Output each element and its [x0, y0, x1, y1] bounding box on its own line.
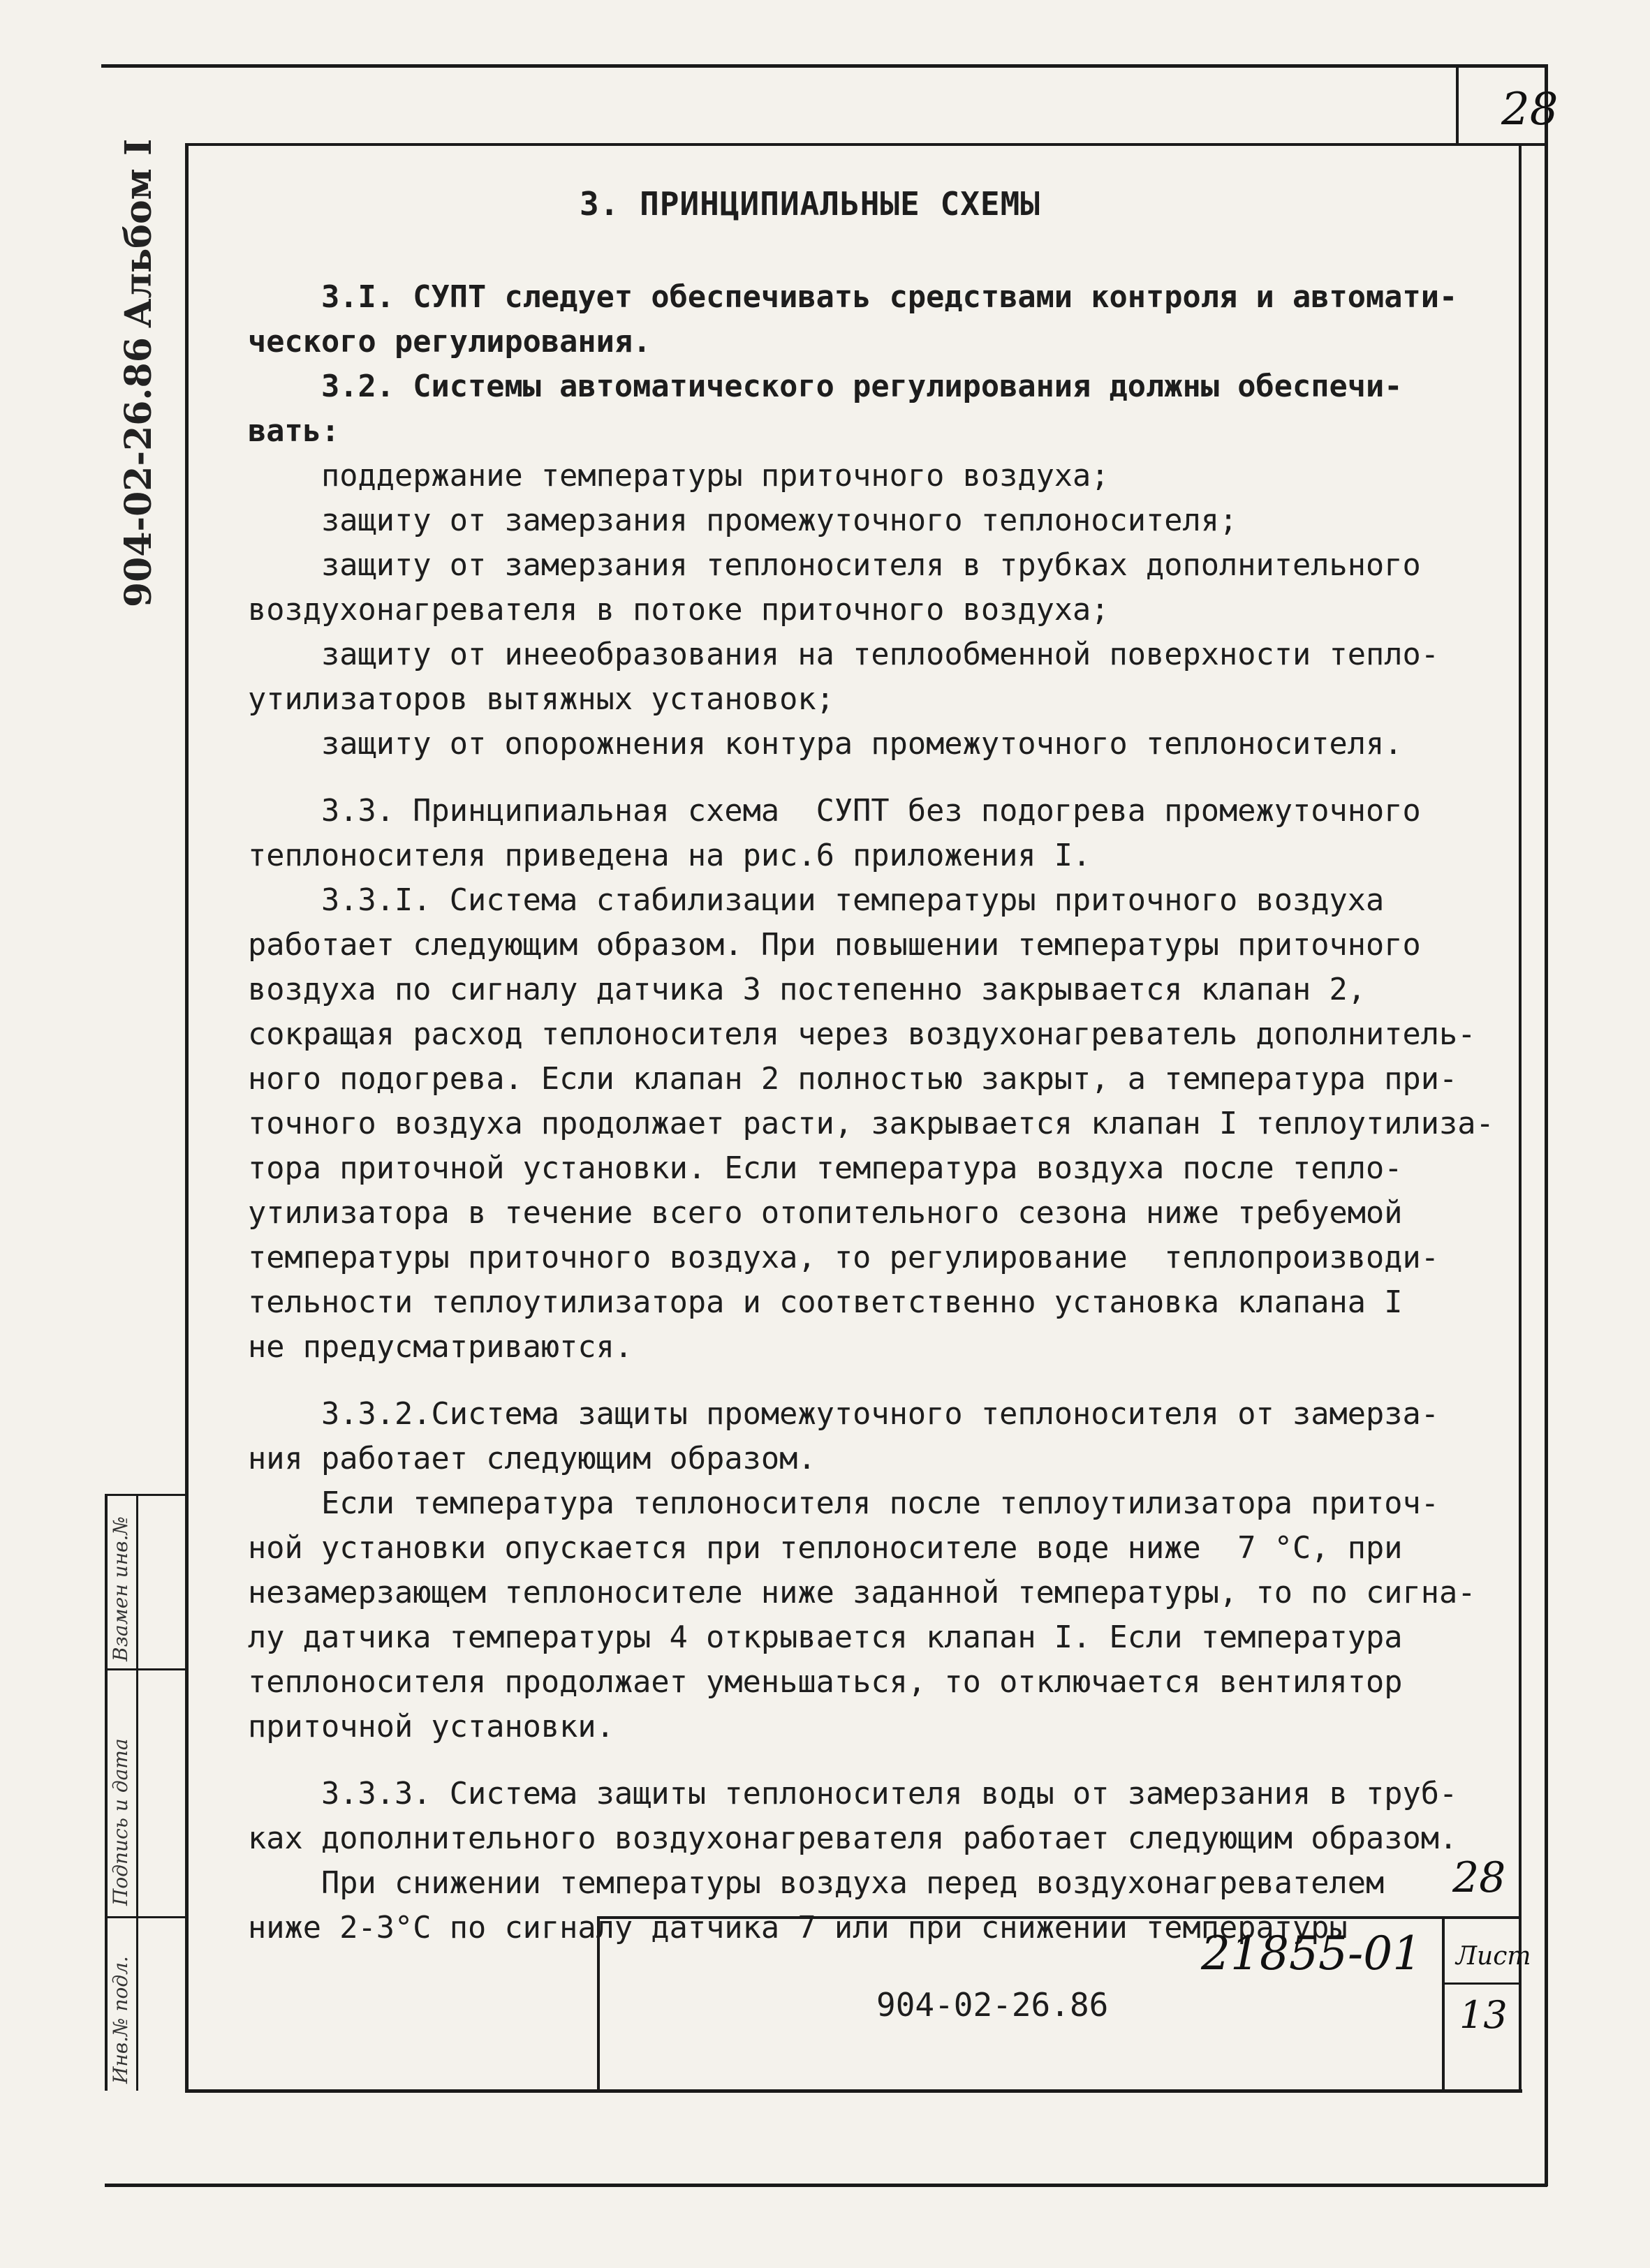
body-line: утилизаторов вытяжных установок; [248, 682, 834, 717]
body-line: защиту от замерзания промежуточного теплоносителя; [248, 503, 1238, 538]
stamp-strip-inner [136, 1494, 138, 2091]
body-line: лу датчика температуры 4 открывается клапан I. Если температура [248, 1620, 1403, 1655]
body-line: тельности теплоутилизатора и соответственно установка клапана I [248, 1285, 1403, 1320]
handwritten-side-number: 28 [1452, 1853, 1506, 1902]
body-line: воздуха по сигналу датчика 3 постепенно закрывается клапан 2, [248, 972, 1366, 1007]
body-line: защиту от опорожнения контура промежуточного теплоносителя. [248, 727, 1403, 762]
body-line: ниже 2-3°С по сигналу датчика 7 или при снижении температуры [248, 1911, 1348, 1945]
frame-inner-left-line [185, 143, 189, 2091]
page-number-box-left [1456, 64, 1459, 144]
body-line: воздухонагревателя в потоке приточного воздуха; [248, 593, 1110, 628]
body-line: ной установки опускается при теплоносителе воде ниже 7 °С, при [248, 1531, 1403, 1566]
title-block-sheet-divider [1442, 1982, 1520, 1985]
body-line: теплоносителя продолжает уменьшаться, то отключается вентилятор [248, 1665, 1403, 1700]
body-line: защиту от инееобразования на теплообменной поверхности тепло- [248, 637, 1439, 672]
stamp-strip-divider-2 [105, 1668, 187, 1670]
stamp-strip-outer [105, 1494, 108, 2091]
sheet-number: 13 [1459, 1993, 1508, 2037]
body-line: Если температура теплоносителя после теплоутилизатора приточ- [248, 1486, 1439, 1521]
body-line: незамерзающем теплоносителе ниже заданной температуры, то по сигна- [248, 1576, 1476, 1610]
body-line: сокращая расход теплоносителя через воздухонагреватель дополнитель- [248, 1017, 1476, 1052]
body-line: 3.3.3. Система защиты теплоносителя воды от замерзания в труб- [248, 1777, 1458, 1811]
body-line: теплоносителя приведена на рис.6 приложения I. [248, 838, 1091, 873]
body-line: тора приточной установки. Если температура воздуха после тепло- [248, 1151, 1403, 1186]
body-line: 3.3. Принципиальная схема СУПТ без подогрева промежуточного [248, 794, 1421, 829]
stamp-label-replace: Взамен инв.№ [109, 1516, 132, 1661]
body-line: ках дополнительного воздухонагревателя работает следующим образом. [248, 1821, 1458, 1856]
body-line: точного воздуха продолжает расти, закрывается клапан I теплоутилиза- [248, 1106, 1494, 1141]
body-line: При снижении температуры воздуха перед воздухонагревателем [248, 1866, 1385, 1901]
body-line: поддержание температуры приточного воздуха; [248, 459, 1110, 494]
side-doc-code: 904-02-26.86 [117, 337, 160, 607]
body-line: 3.3.2.Система защиты промежуточного теплоносителя от замерза- [248, 1397, 1439, 1432]
frame-top-line [101, 64, 1547, 68]
frame-right-outer-line [1545, 64, 1548, 2186]
body-line: защиту от замерзания теплоносителя в трубках дополнительного [248, 548, 1421, 583]
frame-inner-top-line [185, 143, 1547, 146]
album-label: Альбом I [117, 138, 160, 328]
document-body [248, 181, 1519, 1950]
stamp-label-signature: Подпись и дата [109, 1738, 132, 1906]
body-line: ного подогрева. Если клапан 2 полностью закрыт, а температура при- [248, 1062, 1458, 1097]
body-line: температуры приточного воздуха, то регулирование теплопроизводи- [248, 1240, 1439, 1275]
body-line: ния работает следующим образом. [248, 1441, 816, 1476]
stamp-strip-divider-3 [105, 1916, 187, 1918]
frame-inner-bottom-line [185, 2089, 1522, 2093]
stamp-label-inventory: Инв.№ подл. [109, 1956, 132, 2084]
body-line: 3.I. СУПТ следует обеспечивать средствами контроля и автомати- [248, 280, 1458, 315]
body-line: работает следующим образом. При повышении температуры приточного [248, 928, 1421, 963]
stamp-strip-divider-1 [105, 1494, 187, 1496]
page-number: 28 [1501, 84, 1559, 135]
sheet-label: Лист [1456, 1942, 1531, 1971]
title-block-doc-code: 904-02-26.86 [876, 1986, 1109, 2024]
frame-inner-right-line [1519, 143, 1522, 2091]
body-line: ческого регулирования. [248, 325, 651, 360]
body-line: 3.2. Системы автоматического регулирования должны обеспечи- [248, 369, 1403, 404]
body-line: 3.3.I. Система стабилизации температуры приточного воздуха [248, 883, 1385, 918]
body-line: приточной установки. [248, 1710, 614, 1744]
body-line: не предусматриваются. [248, 1330, 633, 1365]
section-title: 3. ПРИНЦИПИАЛЬНЫЕ СХЕМЫ [580, 185, 1040, 223]
handwritten-stamp-number: 21855-01 [1201, 1927, 1422, 1980]
body-line: вать: [248, 414, 340, 449]
body-line: утилизатора в течение всего отопительного сезона ниже требуемой [248, 1196, 1403, 1231]
frame-bottom-outer-line [105, 2184, 1547, 2187]
